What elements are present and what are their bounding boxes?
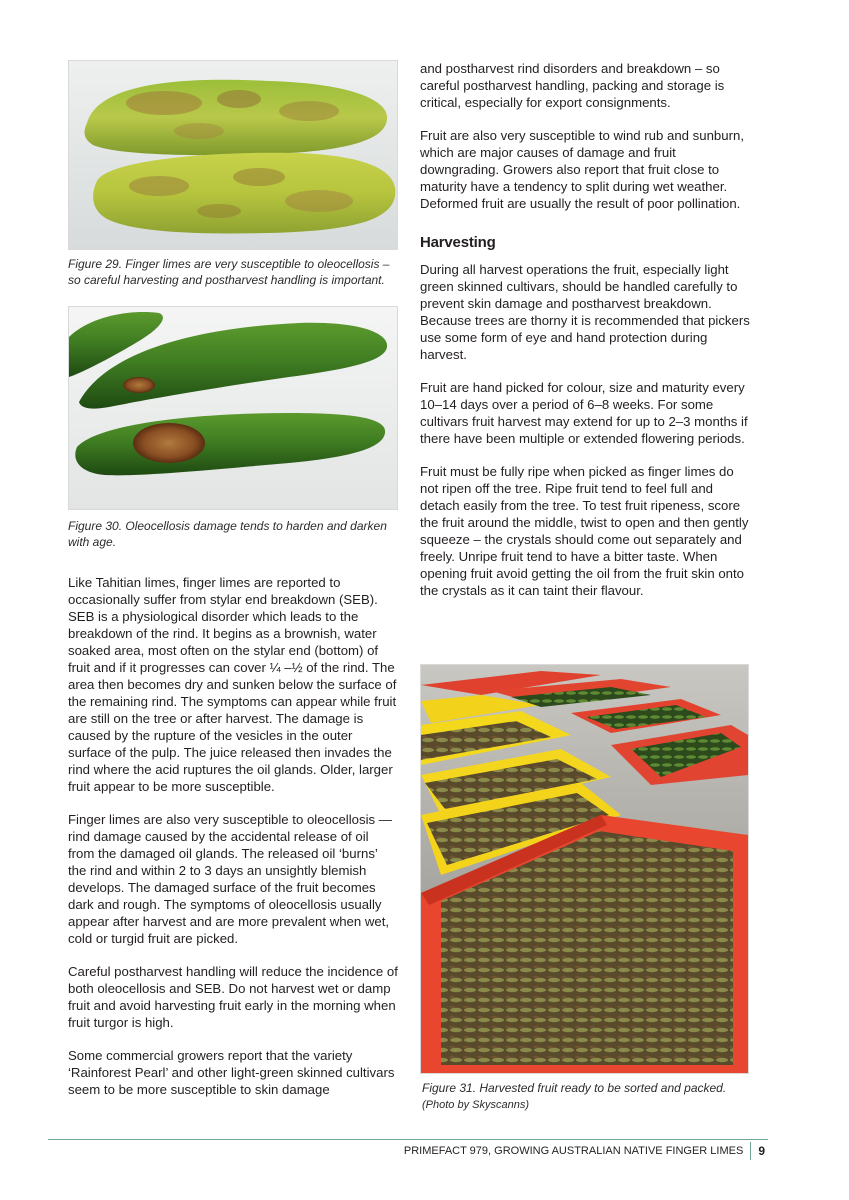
figure-31-photo [420,664,749,1074]
paragraph-seb: Like Tahitian limes, finger limes are reported to occasionally suffer from stylar end breakdown (SEB). SEB is a physiological disorder which leads to the breakdown of the rind. It begins as a brownish, water soaked area, most often on the stylar end (bottom) of fruit and if it progresses can cover ¼ –½ of the rind. The area then becomes dry and sunken below the surface of the remaining rind. The symptoms can appear while fruit are still on the tree or after harvest. The damage is caused by the rupture of the vesicles in the outer surface of the pulp. The juice released then invades the rind where the acid ruptures the oil glands. Older, larger fruit appear to be more susceptible. [68,575,397,794]
figure-29-photo [68,60,398,250]
right-column [420,60,750,1111]
footer-rule [48,1139,768,1140]
left-column [68,60,398,1114]
figure-30-caption: Figure 30. Oleocellosis damage tends to harden and darken with age. [68,519,387,549]
figure-31-caption [422,1080,742,1113]
paragraph-oleocellosis: Finger limes are also very susceptible to oleocellosis — rind damage caused by the accidental release of oil from the damaged oil glands. The released oil ‘burns’ the rind and within 2 to 3 days an unsightly blemish develops. The damaged surface of the fruit becomes dark and rough. The symptoms of oleocellosis usually appear after harvest and are more prevalent when wet, cold or turgid fruit are picked. [68,812,392,946]
figure-31-caption-text: Figure 31. Harvested fruit ready to be sorted and packed. [422,1081,727,1095]
figure-31-photo-credit: (Photo by Skyscanns) [422,1099,529,1111]
figure-30-photo [68,306,398,510]
footer-separator [750,1142,751,1160]
paragraph-careful-handling: Careful postharvest handling will reduce the incidence of both oleocellosis and SEB. Do not harvest wet or damp fruit and avoid harvesting fruit early in the morning when fruit turgor is high. [68,964,398,1030]
footer-title: PRIMEFACT 979, GROWING AUSTRALIAN NATIVE FINGER LIMES [403,1145,744,1157]
paragraph-ripeness: Fruit must be fully ripe when picked as finger limes do not ripen off the tree. Ripe fruit tend to feel full and detach easily from the tree. To test fruit ripeness, score the fruit around the middle, twist to open and then gently squeeze – the crystals should come out separately and freely. Unripe fruit tend to have a bitter taste. When opening fruit avoid getting the oil from the fruit skin onto the crystals as it can taint their flavour. [420,464,749,598]
paragraph-rainforest-pearl: Some commercial growers report that the variety ‘Rainforest Pearl’ and other light-green skinned cultivars seem to be more susceptible to skin damage [68,1048,395,1097]
footer [404,1142,765,1160]
figure-29-caption: Figure 29. Finger limes are very susceptible to oleocellosis – so careful harvesting and postharvest handling is important. [68,257,390,287]
paragraph-wind-rub: Fruit are also very susceptible to wind rub and sunburn, which are major causes of damage and fruit downgrading. Growers also report that fruit close to maturity have a tendency to split during wet weather. Deformed fruit are usually the result of poor pollination. [420,128,744,211]
paragraph-harvest-operations: During all harvest operations the fruit, especially light green skinned cultivars, should be handled carefully to prevent skin damage and postharvest breakdown. Because trees are thorny it is recommended that pickers use some form of eye and hand protection during harvest. [420,262,750,362]
paragraph-postharvest: and postharvest rind disorders and breakdown – so careful postharvest handling, packing and storage is critical, especially for export consignments. [420,61,725,110]
paragraph-hand-picked: Fruit are hand picked for colour, size and maturity every 10–14 days over a period of 6–8 weeks. For some cultivars fruit harvest may extend for up to 2–3 months if there have been multiple or extended flowering periods. [420,380,748,446]
page-number: 9 [758,1144,765,1158]
section-heading-harvesting: Harvesting [420,234,496,251]
